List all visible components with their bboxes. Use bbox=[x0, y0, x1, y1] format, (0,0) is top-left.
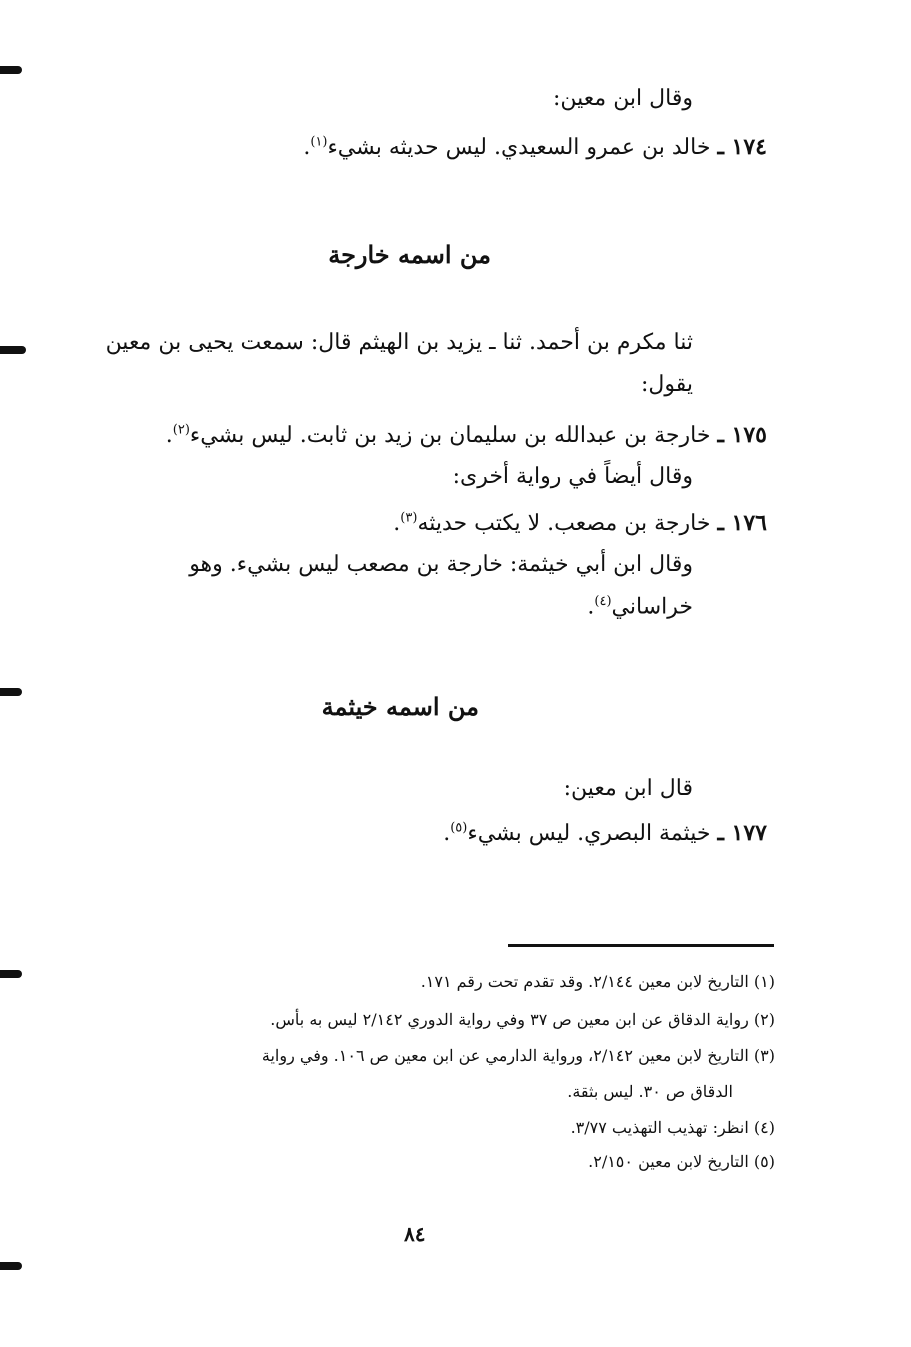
margin-mark bbox=[0, 346, 26, 354]
margin-mark bbox=[0, 66, 22, 74]
footnote-ref: (١) bbox=[310, 134, 328, 150]
footnote-separator bbox=[508, 944, 774, 947]
isnad-line: يقول: bbox=[640, 372, 693, 397]
entry-175: ١٧٥ ـ خارجة بن عبدالله بن سليمان بن زيد بن ثابت. ليس بشيء$^{(٢)}$. bbox=[165, 422, 767, 448]
intro-line: وقال ابن معين: bbox=[553, 86, 693, 111]
footnote-4: (٤) انظر: تهذيب التهذيب ٣/٧٧. bbox=[570, 1118, 775, 1137]
margin-mark bbox=[0, 1262, 22, 1270]
footnote-ref: (٥) bbox=[450, 820, 468, 836]
entry-text: خارجة بن مصعب. لا يكتب حديثه bbox=[417, 511, 711, 536]
footnote-3: (٣) التاريخ لابن معين ٢/١٤٢، ورواية الدارمي عن ابن معين ص ١٠٦. وفي رواية bbox=[261, 1046, 775, 1065]
footnote-ref: (٢) bbox=[172, 422, 190, 438]
entry-text: خيثمة البصري. ليس بشيء bbox=[467, 821, 711, 846]
narration-line: وقال أيضاً في رواية أخرى: bbox=[452, 464, 693, 489]
intro-line: قال ابن معين: bbox=[563, 776, 693, 801]
entry-number: ١٧٥ ـ bbox=[717, 422, 767, 448]
margin-mark bbox=[0, 688, 22, 696]
footnote-3-continued: الدقاق ص ٣٠. ليس بثقة. bbox=[567, 1082, 733, 1101]
isnad-line: ثنا مكرم بن أحمد. ثنا ـ يزيد بن الهيثم قال: سمعت يحيى بن معين bbox=[105, 330, 693, 355]
footnote-ref: (٤) bbox=[594, 594, 612, 609]
footnote-2: (٢) رواية الدقاق عن ابن معين ص ٣٧ وفي رواية الدوري ٢/١٤٢ ليس به بأس. bbox=[270, 1010, 775, 1029]
narration-text: خراساني bbox=[611, 594, 693, 620]
entry-177: ١٧٧ ـ خيثمة البصري. ليس بشيء$^{(٥)}$. bbox=[443, 820, 767, 846]
page-number: ٨٤ bbox=[404, 1222, 426, 1246]
section-heading: من اسمه خيثمة bbox=[321, 692, 479, 721]
entry-number: ١٧٧ ـ bbox=[717, 820, 767, 846]
entry-number: ١٧٤ ـ bbox=[717, 134, 767, 160]
narration-line: وقال ابن أبي خيثمة: خارجة بن مصعب ليس بشيء. وهو bbox=[189, 552, 693, 577]
footnote-5: (٥) التاريخ لابن معين ٢/١٥٠. bbox=[588, 1152, 775, 1171]
narration-line: خراساني$^{(٤)}$. bbox=[587, 594, 693, 620]
footnote-ref: (٣) bbox=[400, 510, 418, 526]
margin-mark bbox=[0, 970, 22, 978]
entry-176: ١٧٦ ـ خارجة بن مصعب. لا يكتب حديثه$^{(٣)}$. bbox=[393, 510, 767, 536]
entry-text: خارجة بن عبدالله بن سليمان بن زيد بن ثابت. ليس بشيء bbox=[189, 423, 711, 448]
entry-174: ١٧٤ ـ خالد بن عمرو السعيدي. ليس حديثه بشيء$^{(١)}$. bbox=[303, 134, 767, 160]
entry-number: ١٧٦ ـ bbox=[717, 510, 767, 536]
section-heading: من اسمه خارجة bbox=[328, 240, 491, 269]
entry-text: خالد بن عمرو السعيدي. ليس حديثه بشيء bbox=[327, 135, 711, 160]
footnote-1: (١) التاريخ لابن معين ٢/١٤٤. وقد تقدم تحت رقم ١٧١. bbox=[420, 972, 775, 991]
